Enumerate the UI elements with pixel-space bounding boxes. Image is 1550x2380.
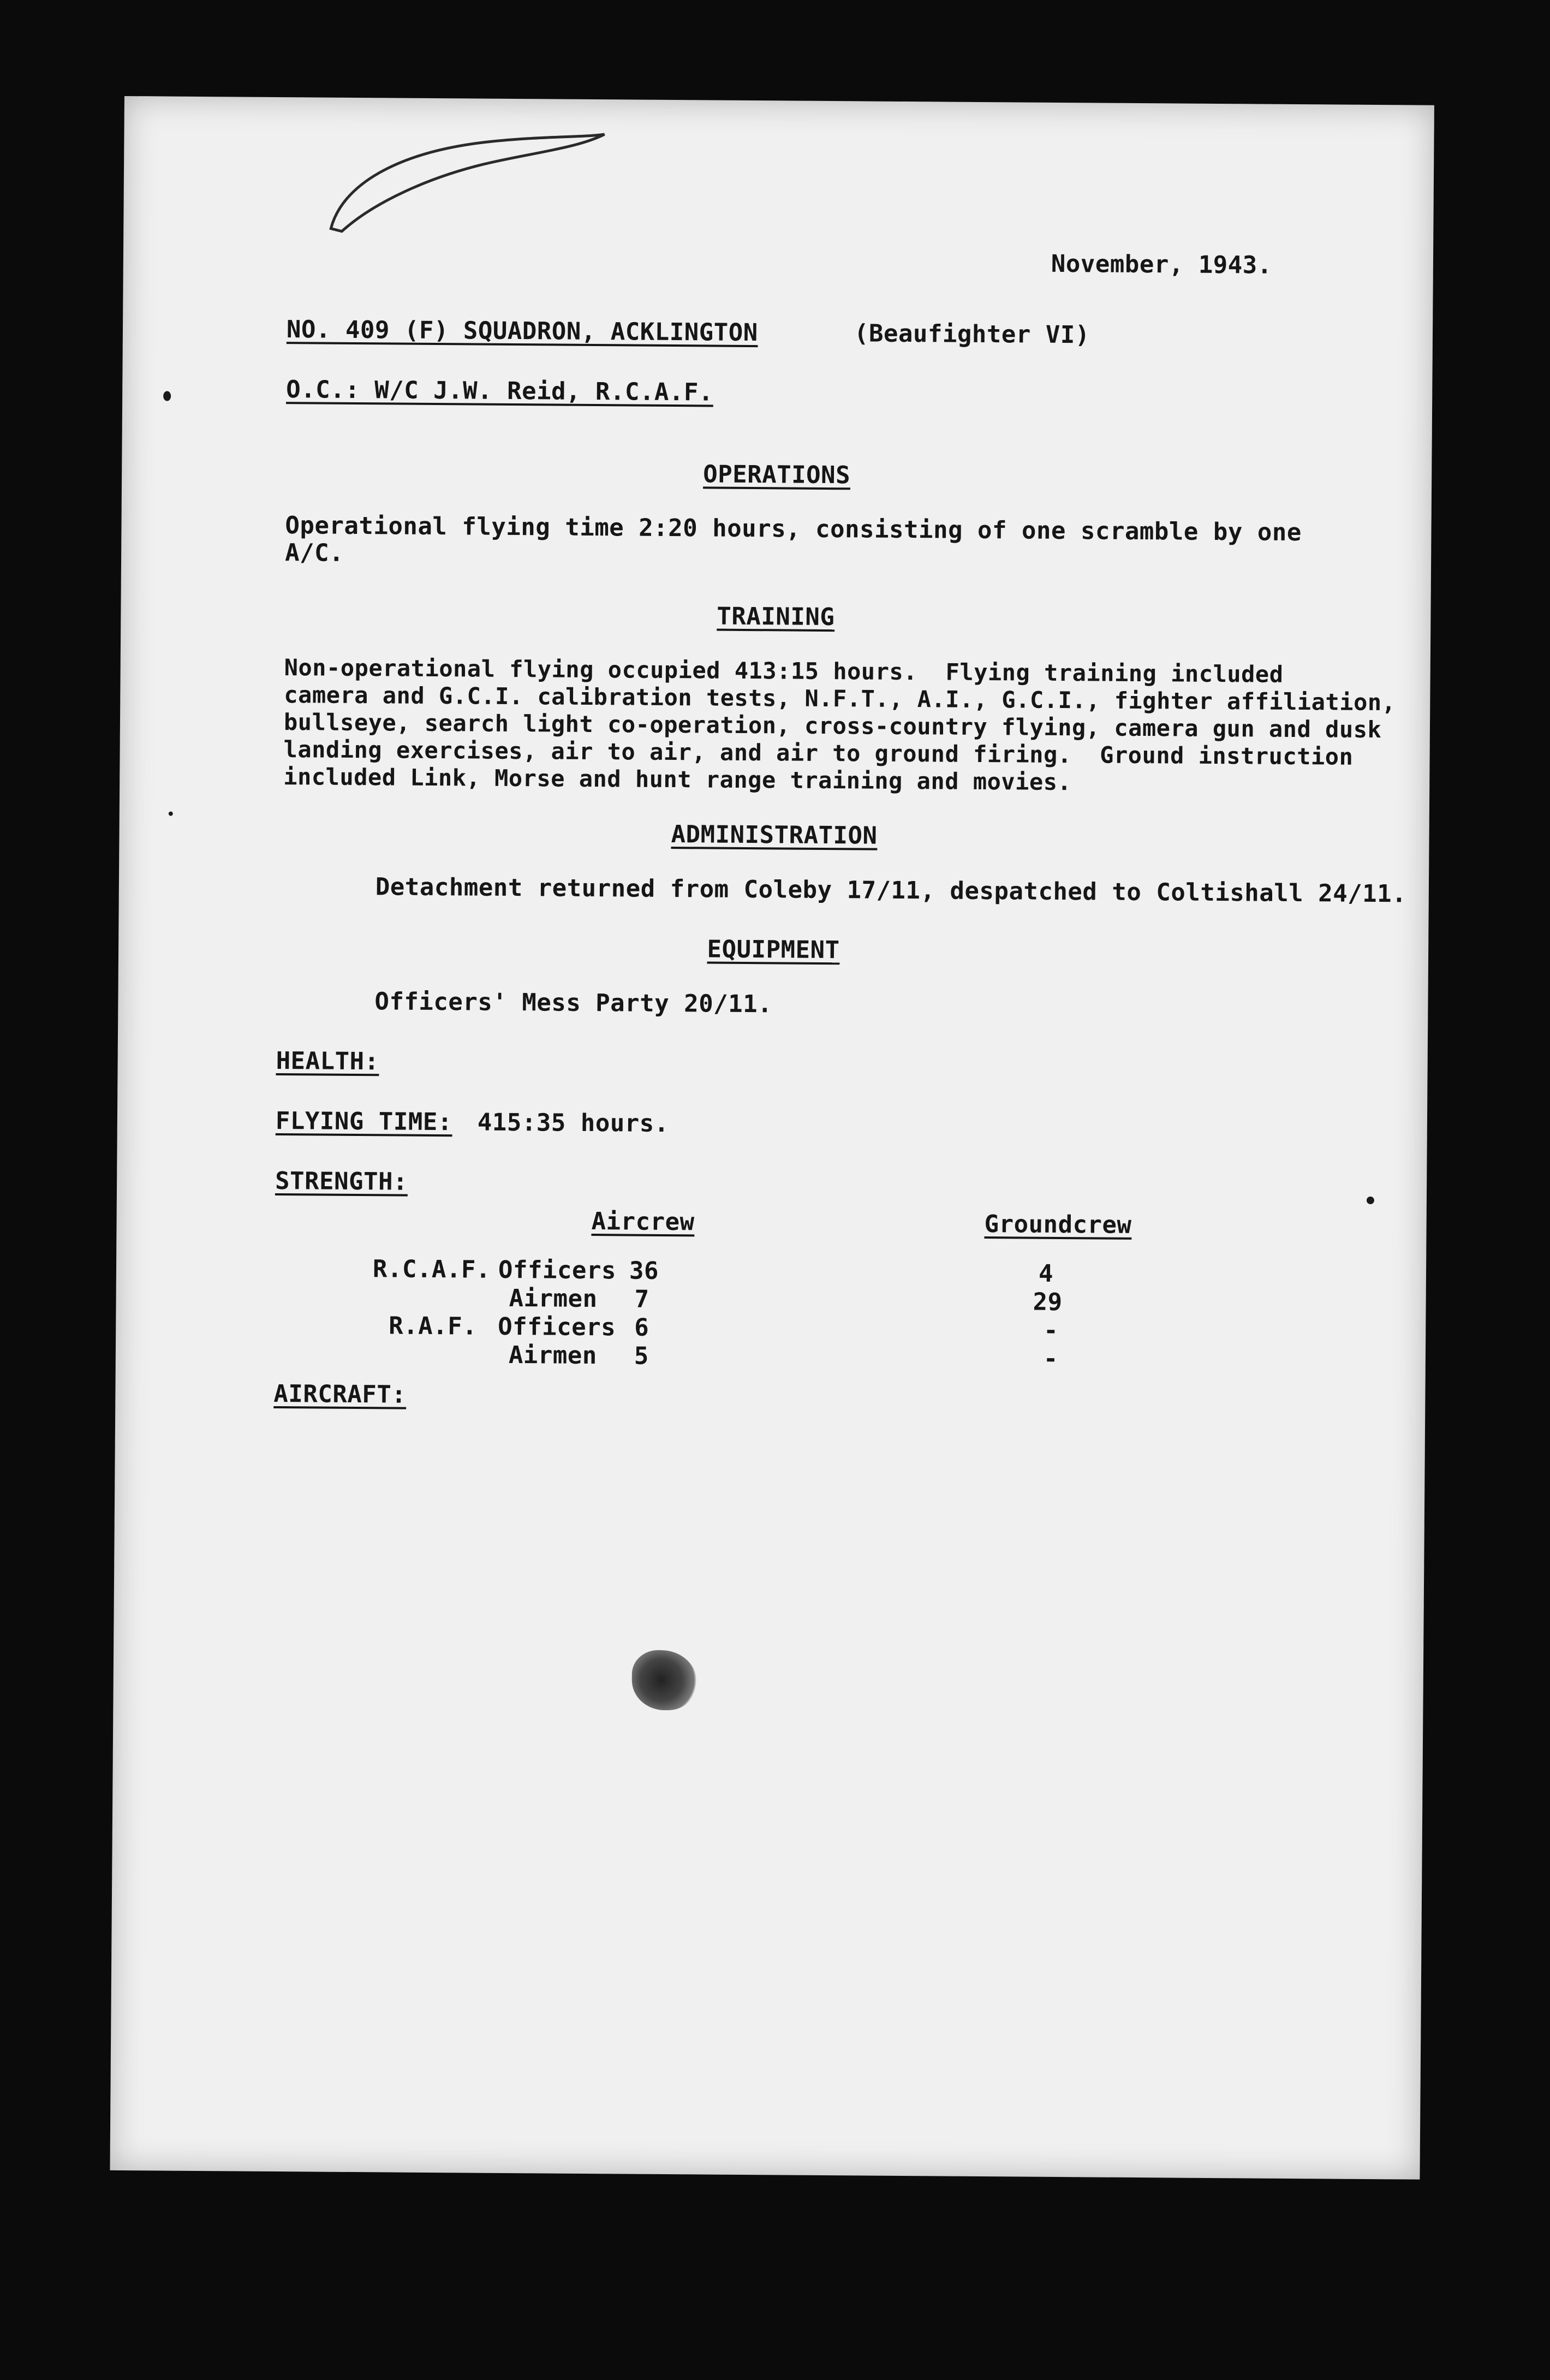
category-label: Officers [498, 1256, 617, 1285]
flying-time-heading: FLYING TIME: [275, 1106, 452, 1137]
groundcrew-count: 29 [1033, 1288, 1063, 1317]
category-label: Officers [498, 1312, 616, 1342]
ink-dot [1367, 1197, 1374, 1204]
training-heading: TRAINING [717, 602, 835, 632]
groundcrew-column-header: Groundcrew [984, 1210, 1132, 1239]
groundcrew-count: - [1043, 1344, 1059, 1373]
groundcrew-count: 4 [1038, 1259, 1054, 1288]
aircrew-count: 5 [634, 1342, 649, 1370]
equipment-text: Officers' Mess Party 20/11. [374, 987, 773, 1019]
force-label: R.A.F. [389, 1312, 478, 1341]
force-label: R.C.A.F. [372, 1255, 491, 1284]
category-label: Airmen [509, 1284, 598, 1313]
ink-dot [169, 812, 173, 816]
aircrew-count: 36 [629, 1257, 659, 1285]
ink-dot [163, 391, 171, 401]
equipment-heading: EQUIPMENT [707, 935, 840, 965]
administration-heading: ADMINISTRATION [671, 820, 878, 850]
administration-text: Detachment returned from Coleby 17/11, despatched to Coltishall 24/11. [375, 873, 1407, 908]
squadron-title: NO. 409 (F) SQUADRON, ACKLINGTON [286, 316, 758, 347]
training-text: Non-operational flying occupied 413:15 hours. Flying training included camera and G.C.I. calibration tests, N.F.T., A.I., G.C.I., fighter affiliation, bullseye, search light co-operation, cross-country flying, camera gun and dusk landing exercises, air to air, and air to ground firing. Ground instruction included Link, Morse and hunt range training and movies. [283, 654, 1396, 796]
groundcrew-count: - [1044, 1316, 1059, 1345]
operations-text: Operational flying time 2:20 hours, consisting of one scramble by one A/C. [284, 511, 1302, 567]
document-date: November, 1943. [1051, 249, 1272, 279]
ink-smudge [631, 1650, 698, 1711]
strength-heading: STRENGTH: [275, 1167, 408, 1196]
category-label: Airmen [508, 1341, 598, 1370]
operations-heading: OPERATIONS [703, 460, 851, 490]
aircrew-count: 6 [634, 1313, 649, 1342]
aircraft-type: (Beaufighter VI) [854, 319, 1090, 349]
aircrew-count: 7 [634, 1285, 649, 1313]
flying-time-value: 415:35 hours. [477, 1108, 669, 1138]
health-heading: HEALTH: [276, 1046, 379, 1076]
aircraft-heading: AIRCRAFT: [273, 1379, 407, 1409]
commanding-officer: O.C.: W/C J.W. Reid, R.C.A.F. [286, 376, 714, 407]
document-page [110, 96, 1434, 2180]
aircrew-column-header: Aircrew [591, 1207, 695, 1236]
pen-scribble-mark [320, 120, 616, 242]
